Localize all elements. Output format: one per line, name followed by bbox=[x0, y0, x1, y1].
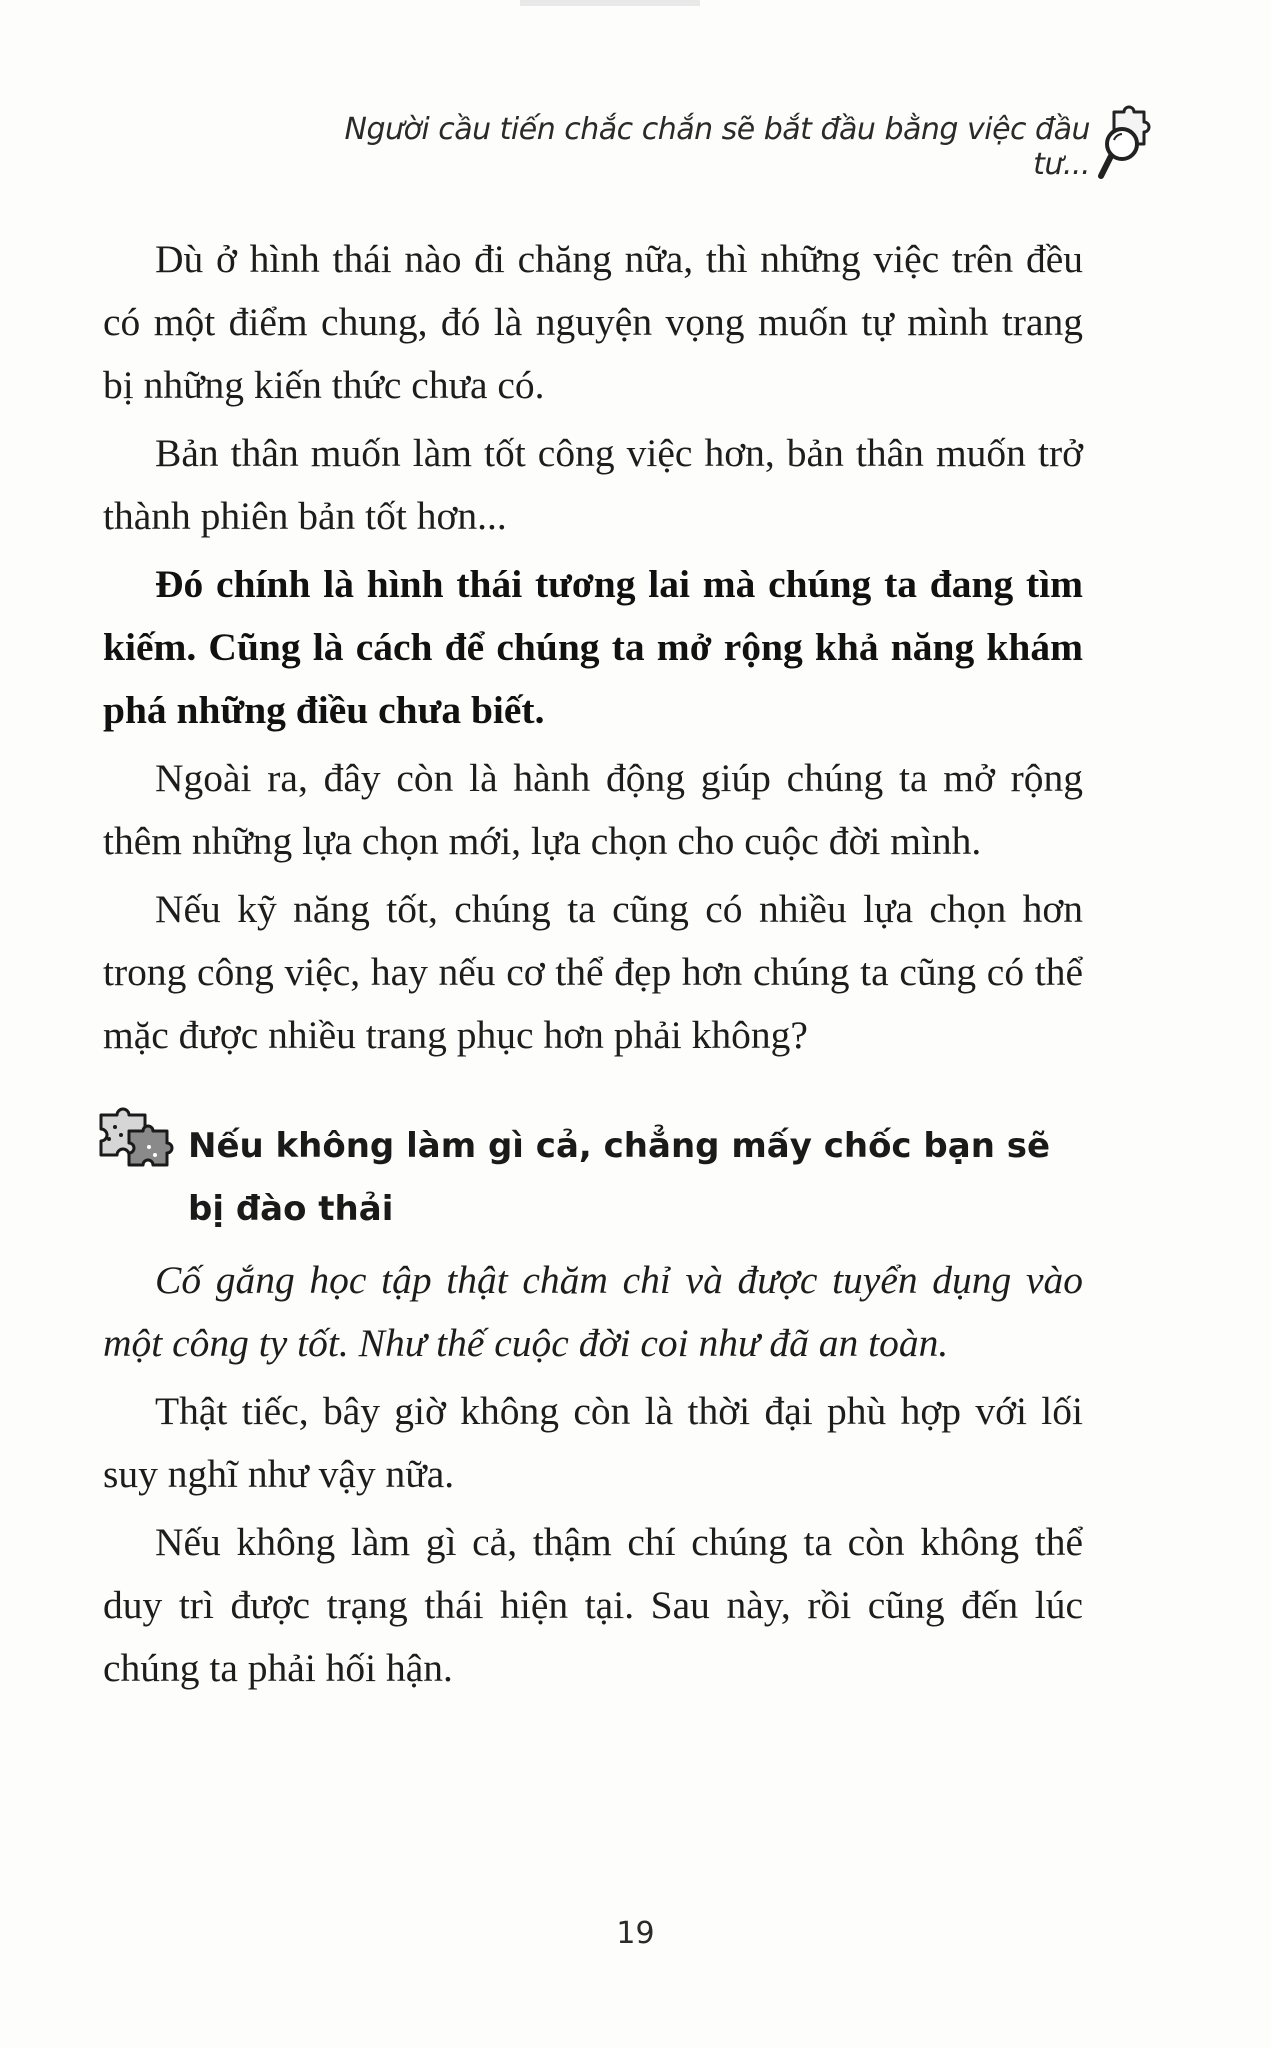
page-number: 19 bbox=[616, 1916, 655, 1951]
puzzle-pieces-icon bbox=[95, 1101, 187, 1181]
paragraph: Ngoài ra, đây còn là hành động giúp chúng ta mở rộng thêm những lựa chọn mới, lựa chọn cho cuộc đời mình. bbox=[103, 756, 1083, 863]
section-heading bbox=[103, 1115, 1083, 1241]
paragraph: Nếu không làm gì cả, thậm chí chúng ta còn không thể duy trì được trạng thái hiện tại. Sau này, rồi cũng đến lúc chúng ta phải hối hận. bbox=[103, 1520, 1083, 1690]
paragraph: Nếu kỹ năng tốt, chúng ta cũng có nhiều lựa chọn hơn trong công việc, hay nếu cơ thể đẹp hơn chúng ta cũng có thể mặc được nhiều trang phục hơn phải không? bbox=[103, 887, 1083, 1057]
emphasis-paragraph: Đó chính là hình thái tương lai mà chúng ta đang tìm kiếm. Cũng là cách để chúng ta mở rộng khả năng khám phá những điều chưa biết. bbox=[103, 562, 1083, 732]
paragraph: Thật tiếc, bây giờ không còn là thời đại phù hợp với lối suy nghĩ như vậy nữa. bbox=[103, 1389, 1083, 1496]
italic-paragraph: Cố gắng học tập thật chăm chỉ và được tuyển dụng vào một công ty tốt. Như thế cuộc đời coi như đã an toàn. bbox=[103, 1258, 1083, 1365]
paragraph: Bản thân muốn làm tốt công việc hơn, bản thân muốn trở thành phiên bản tốt hơn... bbox=[103, 431, 1083, 538]
body-text bbox=[103, 228, 1083, 1705]
paragraph: Dù ở hình thái nào đi chăng nữa, thì những việc trên đều có một điểm chung, đó là nguyện vọng muốn tự mình trang bị những kiến thức chưa có. bbox=[103, 237, 1083, 407]
running-header: Người cầu tiến chắc chắn sẽ bắt đầu bằng việc đầu tư... bbox=[344, 112, 1090, 182]
top-edge-mark bbox=[520, 0, 700, 6]
section-heading-text: Nếu không làm gì cả, chẳng mấy chốc bạn sẽ bị đào thải bbox=[188, 1126, 1051, 1229]
magnifier-puzzle-icon bbox=[1092, 98, 1162, 188]
